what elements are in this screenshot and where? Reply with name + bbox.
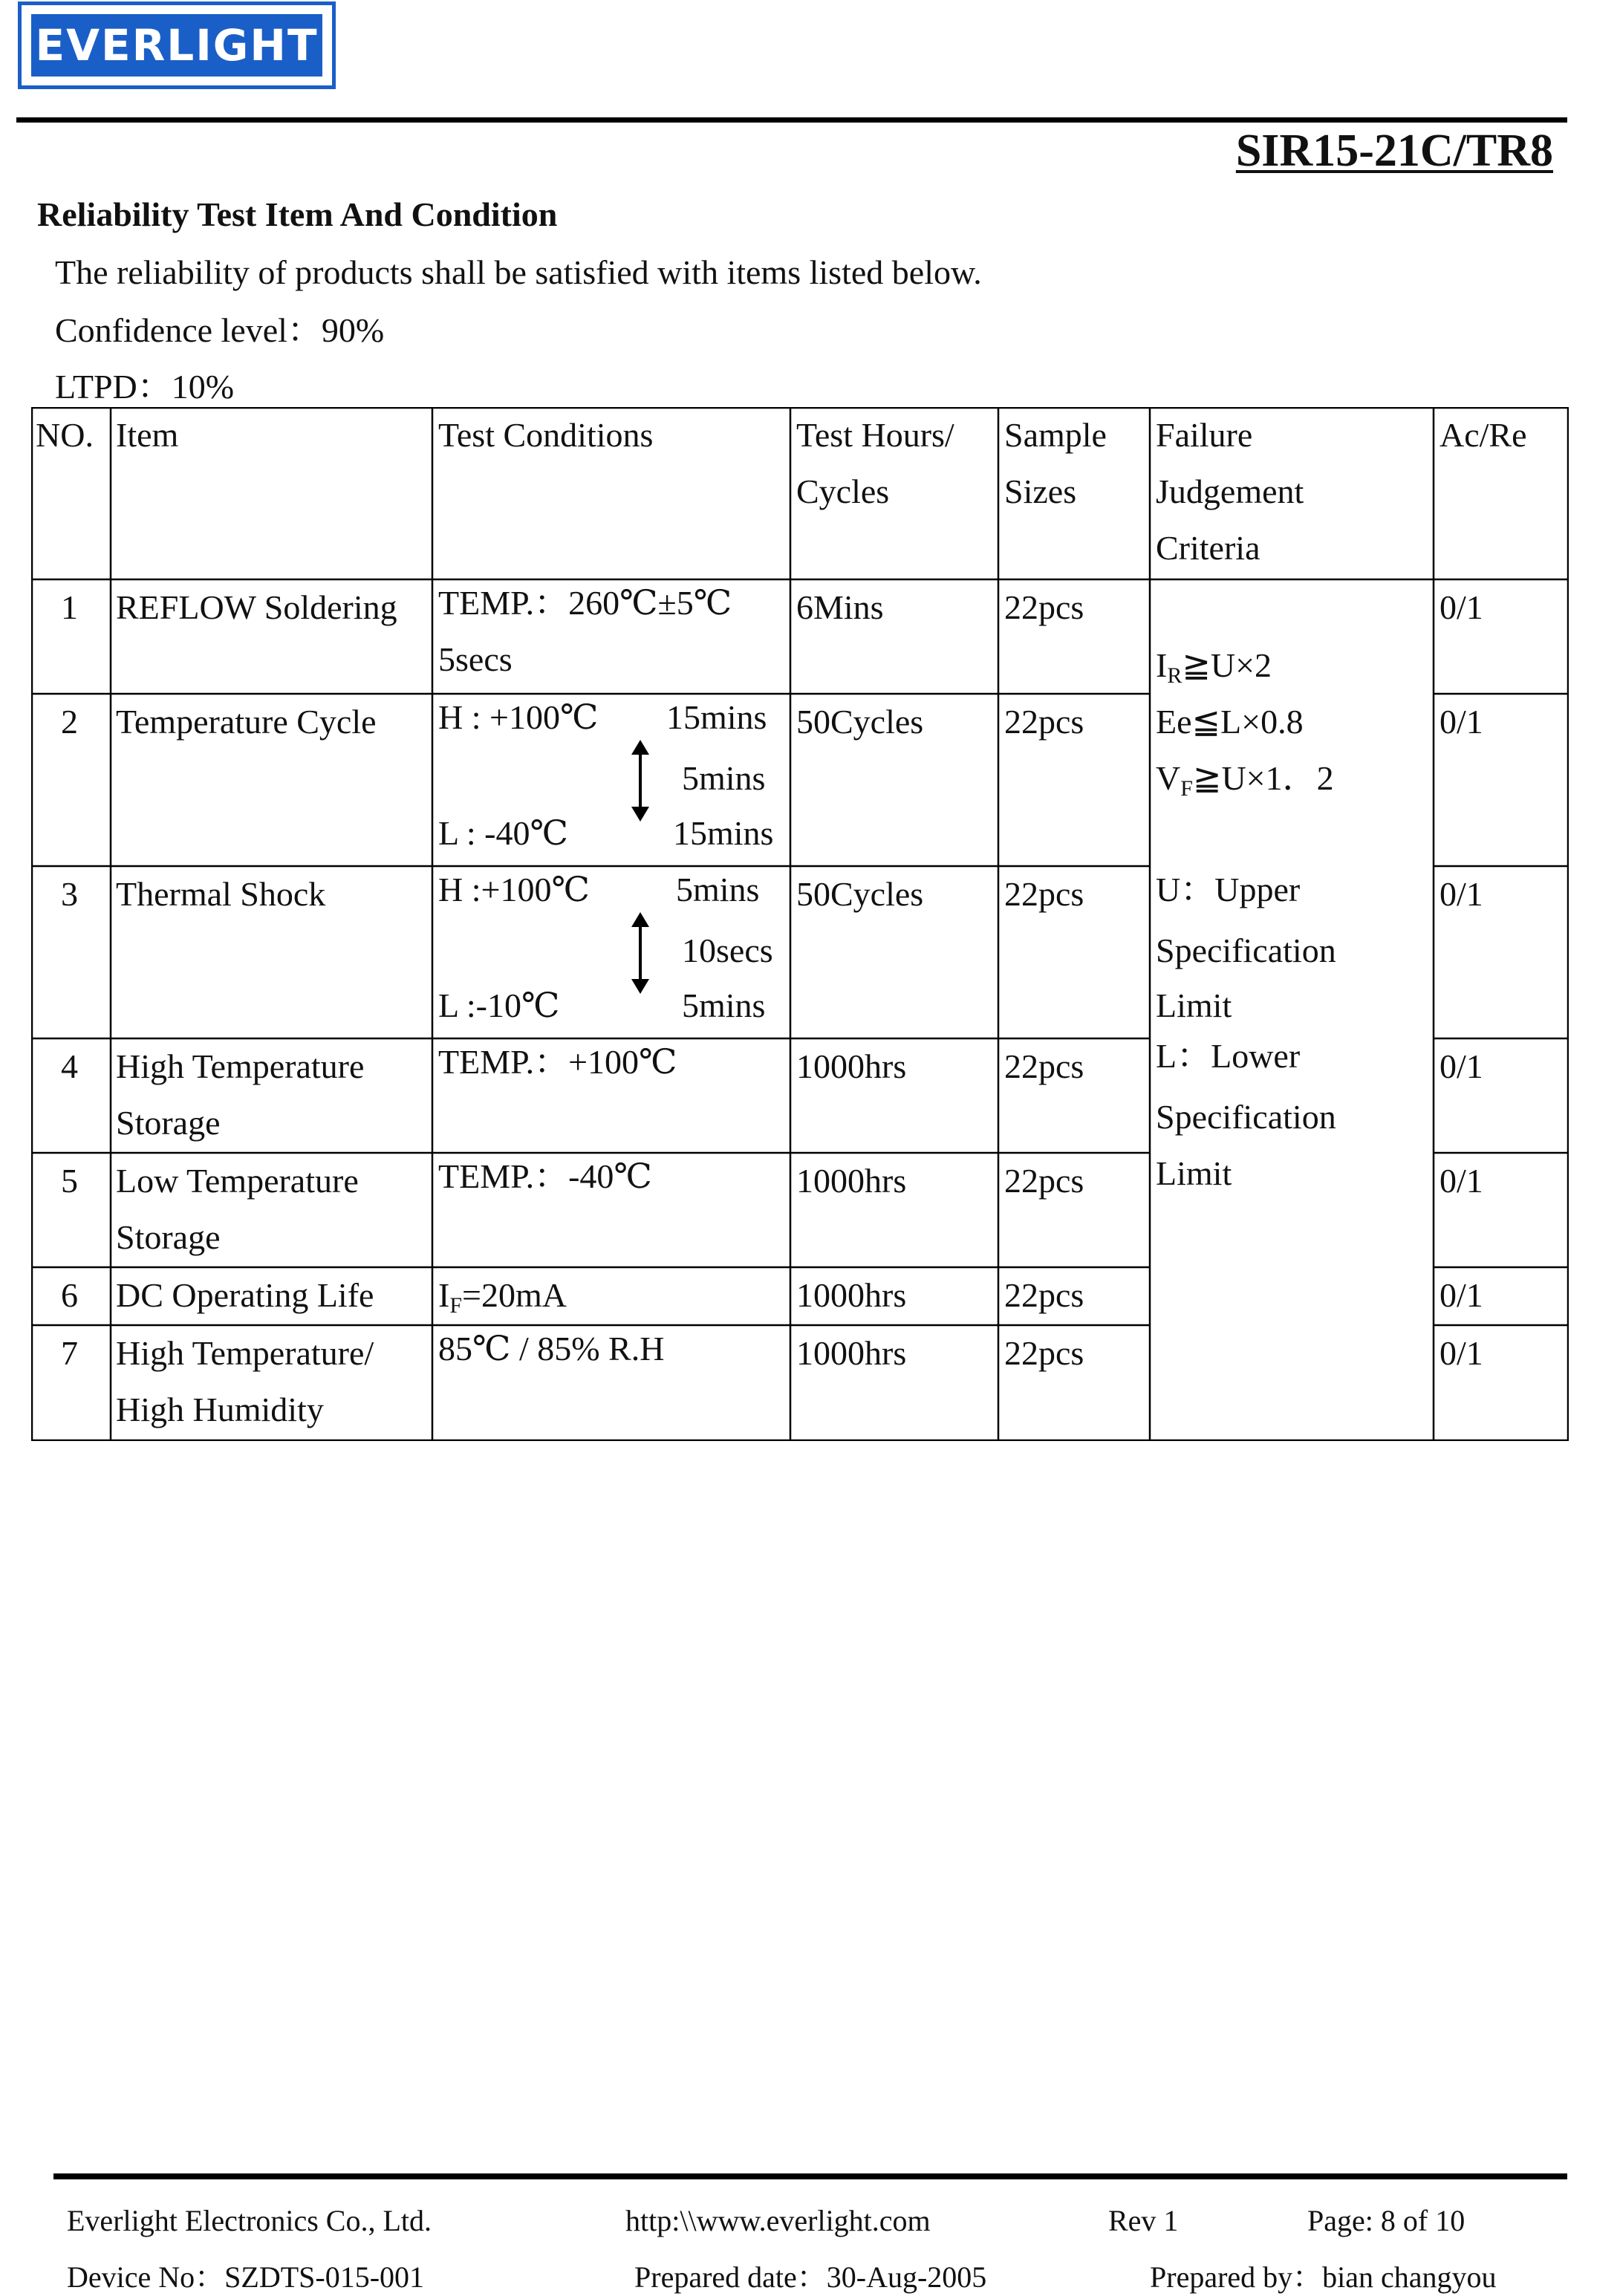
row-6-cond-value: =20mA bbox=[462, 1276, 567, 1314]
header-criteria: Criteria bbox=[1156, 529, 1260, 567]
row-2-no: 2 bbox=[61, 703, 78, 741]
row-7-size: 22pcs bbox=[1004, 1334, 1084, 1372]
criteria-vf-rule: ≧U×1．2 bbox=[1192, 759, 1334, 797]
row-3-time-1: 5mins bbox=[676, 871, 760, 908]
row-2-size: 22pcs bbox=[1004, 703, 1084, 741]
row-5-acre: 0/1 bbox=[1440, 1162, 1483, 1200]
row-7-acre: 0/1 bbox=[1440, 1334, 1483, 1372]
row-2-cond-low: L : -40℃ bbox=[438, 814, 568, 852]
row-4-item: Storage bbox=[116, 1104, 221, 1142]
row-4-no: 4 bbox=[61, 1047, 78, 1085]
everlight-logo bbox=[18, 1, 336, 89]
row-2-time-1: 15mins bbox=[666, 698, 767, 736]
row-1-size: 22pcs bbox=[1004, 588, 1084, 626]
criteria-ir-subscript: R bbox=[1167, 663, 1183, 688]
row-7-item: High Humidity bbox=[116, 1391, 324, 1428]
row-7-no: 7 bbox=[61, 1334, 78, 1372]
row-5-cond: TEMP.：-40℃ bbox=[438, 1157, 652, 1195]
criteria-vf-symbol: V bbox=[1156, 759, 1181, 797]
row-3-cond-low: L :-10℃ bbox=[438, 986, 560, 1024]
section-title: Reliability Test Item And Condition bbox=[37, 195, 558, 233]
footer-rev: Rev 1 bbox=[1108, 2204, 1179, 2237]
criteria-upper: Specification bbox=[1156, 931, 1336, 969]
reliability-table bbox=[31, 407, 1569, 1441]
shock-arrow-icon bbox=[631, 912, 649, 994]
row-1-hours: 6Mins bbox=[796, 588, 884, 626]
header-no: NO. bbox=[36, 416, 94, 454]
row-5-item: Storage bbox=[116, 1218, 221, 1256]
criteria-lower: L：Lower bbox=[1156, 1037, 1301, 1075]
row-3-size: 22pcs bbox=[1004, 875, 1084, 913]
row-3-time-3: 5mins bbox=[682, 986, 766, 1024]
header-rule bbox=[16, 117, 1567, 123]
header-sizes: Sizes bbox=[1004, 472, 1077, 510]
row-5-hours: 1000hrs bbox=[796, 1162, 907, 1200]
row-6-acre: 0/1 bbox=[1440, 1276, 1483, 1314]
row-7-item: High Temperature/ bbox=[116, 1334, 374, 1372]
header-item: Item bbox=[116, 416, 179, 454]
row-5-size: 22pcs bbox=[1004, 1162, 1084, 1200]
row-6-cond-symbol: I bbox=[438, 1276, 450, 1314]
intro-ltpd: LTPD：10% bbox=[55, 368, 235, 406]
footer-prepared-by: Prepared by：bian changyou bbox=[1150, 2260, 1497, 2294]
row-7-cond: 85℃ / 85% R.H bbox=[438, 1330, 665, 1367]
header-hours: Test Hours/ bbox=[796, 416, 954, 454]
row-3-hours: 50Cycles bbox=[796, 875, 924, 913]
header-conditions: Test Conditions bbox=[438, 416, 654, 454]
cycle-arrow-icon bbox=[631, 740, 649, 822]
footer-url[interactable]: http:\\www.everlight.com bbox=[625, 2204, 931, 2237]
criteria-vf-subscript: F bbox=[1180, 776, 1193, 801]
criteria-upper: Limit bbox=[1156, 986, 1232, 1024]
header-hours: Cycles bbox=[796, 472, 890, 510]
row-2-acre: 0/1 bbox=[1440, 703, 1483, 741]
footer-rule bbox=[53, 2173, 1567, 2179]
row-4-acre: 0/1 bbox=[1440, 1047, 1483, 1085]
row-2-time-2: 5mins bbox=[682, 759, 766, 797]
row-1-no: 1 bbox=[61, 588, 78, 626]
row-3-item: Thermal Shock bbox=[116, 875, 326, 913]
row-7-hours: 1000hrs bbox=[796, 1334, 907, 1372]
header-criteria: Judgement bbox=[1156, 472, 1304, 510]
row-5-no: 5 bbox=[61, 1162, 78, 1200]
row-6-no: 6 bbox=[61, 1276, 78, 1314]
header-acre: Ac/Re bbox=[1440, 416, 1527, 454]
row-1-cond: TEMP.：260℃±5℃ bbox=[438, 584, 732, 622]
row-6-cond-subscript: F bbox=[449, 1293, 463, 1318]
row-2-time-3: 15mins bbox=[673, 814, 774, 852]
row-5-item: Low Temperature bbox=[116, 1162, 359, 1200]
footer-company: Everlight Electronics Co., Ltd. bbox=[67, 2204, 432, 2237]
part-number: SIR15-21C/TR8 bbox=[1235, 126, 1553, 176]
footer-device: Device No：SZDTS-015-001 bbox=[67, 2260, 425, 2294]
intro-line-1: The reliability of products shall be satisfied with items listed below. bbox=[55, 253, 982, 291]
row-1-item: REFLOW Soldering bbox=[116, 588, 397, 626]
row-3-time-2: 10secs bbox=[682, 931, 773, 969]
row-3-cond-high: H :+100℃ bbox=[438, 871, 590, 908]
row-3-acre: 0/1 bbox=[1440, 875, 1483, 913]
header-criteria: Failure bbox=[1156, 416, 1253, 454]
criteria-upper: U：Upper bbox=[1156, 871, 1301, 908]
row-4-hours: 1000hrs bbox=[796, 1047, 907, 1085]
row-2-hours: 50Cycles bbox=[796, 703, 924, 741]
row-6-hours: 1000hrs bbox=[796, 1276, 907, 1314]
footer-page: Page: 8 of 10 bbox=[1307, 2204, 1466, 2237]
criteria-ir-rule: ≧U×2 bbox=[1182, 646, 1272, 684]
row-2-item: Temperature Cycle bbox=[116, 703, 377, 741]
footer-date: Prepared date：30-Aug-2005 bbox=[634, 2260, 987, 2294]
row-6-size: 22pcs bbox=[1004, 1276, 1084, 1314]
intro-confidence: Confidence level：90% bbox=[55, 311, 385, 349]
row-2-cond-high: H : +100℃ bbox=[438, 698, 599, 736]
row-4-cond: TEMP.：+100℃ bbox=[438, 1043, 677, 1081]
header-sizes: Sample bbox=[1004, 416, 1107, 454]
row-6-item: DC Operating Life bbox=[116, 1276, 374, 1314]
logo-text: EVERLIGHT bbox=[31, 14, 322, 77]
criteria-ir-symbol: I bbox=[1156, 646, 1168, 684]
row-1-acre: 0/1 bbox=[1440, 588, 1483, 626]
criteria-vf bbox=[1156, 750, 1334, 817]
criteria-lower: Specification bbox=[1156, 1098, 1336, 1136]
row-3-no: 3 bbox=[61, 875, 78, 913]
row-1-cond: 5secs bbox=[438, 640, 513, 678]
criteria-lower: Limit bbox=[1156, 1154, 1232, 1192]
row-4-size: 22pcs bbox=[1004, 1047, 1084, 1085]
row-4-item: High Temperature bbox=[116, 1047, 365, 1085]
criteria-ee: Ee≦L×0.8 bbox=[1156, 703, 1304, 741]
